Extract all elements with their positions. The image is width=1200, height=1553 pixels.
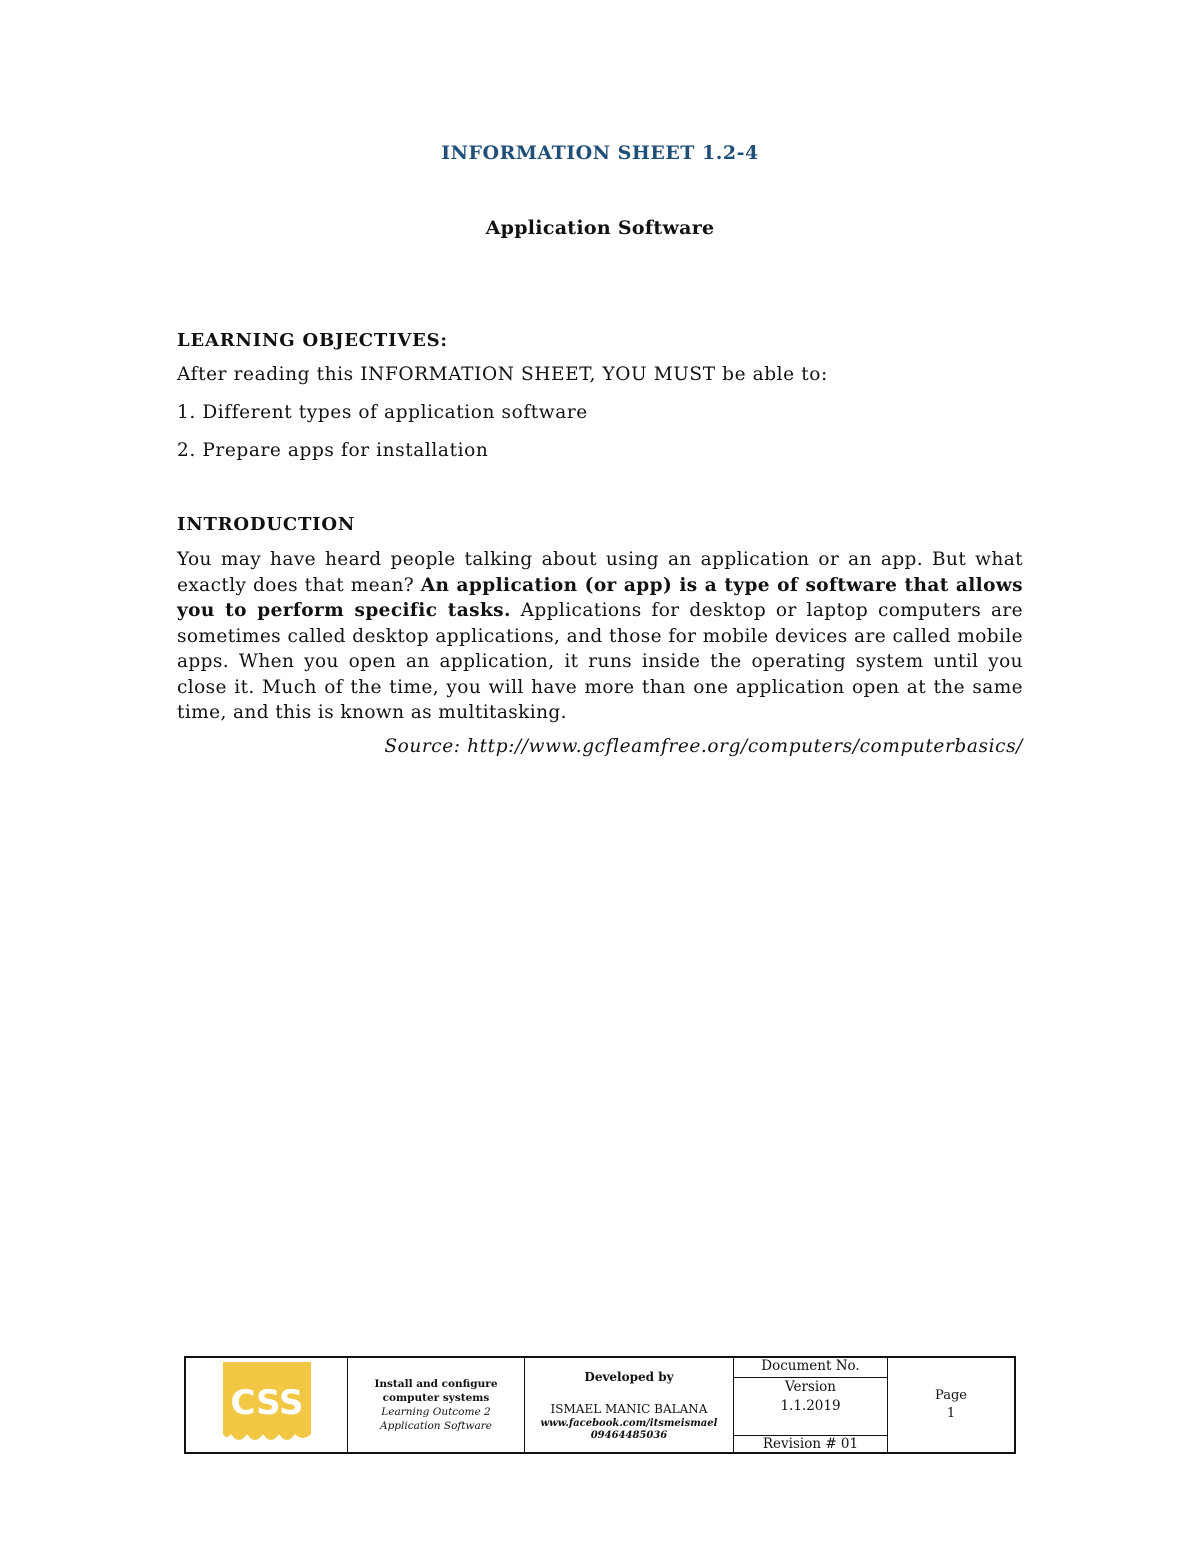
document-footer [184, 1356, 1016, 1454]
version-value: 1.1.2019 [780, 1398, 841, 1414]
developer-cell [525, 1358, 734, 1452]
introduction-paragraph [177, 547, 1023, 726]
document-number-label: Document No. [734, 1358, 887, 1378]
source-citation: Source: http://www.gcfleamfree.org/computers/computerbasics/ [384, 735, 1023, 757]
version-label: Version [784, 1379, 837, 1395]
objectives-heading: LEARNING OBJECTIVES: [177, 330, 448, 351]
introduction-section [177, 514, 1023, 757]
page-title: INFORMATION SHEET 1.2-4 [441, 142, 759, 164]
introduction-heading: INTRODUCTION [177, 514, 356, 535]
learning-outcome: Learning Outcome 2 [381, 1406, 491, 1418]
version-block [734, 1378, 887, 1436]
intro-definition-bold: An application (or app) is a type of software that allows you to perform specific tasks. [177, 574, 1023, 621]
intro-text-after: Applications for desktop or laptop computers are sometimes called desktop applications, and those for mobile devices are called mobile apps. When you open an application, it runs inside the operating system until you close it. Much of the time, you will have more than one application open at the same time, and this is known as multitasking. [177, 600, 1023, 723]
module-description-cell [348, 1358, 525, 1452]
document-info-cell [734, 1358, 888, 1452]
developer-name: ISMAEL MANIC BALANA [550, 1402, 708, 1416]
page-label: Page [935, 1388, 967, 1403]
intro-text-before: You may have heard people talking about using an application or an app. But what exactly does that mean? [177, 549, 1023, 596]
svg-text:CSS: CSS [229, 1383, 304, 1423]
module-topic: Application Software [380, 1420, 492, 1432]
page-subtitle: Application Software [485, 217, 715, 239]
page-cell [888, 1358, 1014, 1452]
learning-objectives-section [177, 330, 1023, 477]
page-number: 1 [946, 1406, 956, 1421]
logo-cell [186, 1358, 348, 1452]
revision-number: Revision # 01 [762, 1436, 859, 1452]
css-logo [223, 1362, 311, 1448]
module-line-2: computer systems [382, 1392, 490, 1404]
module-line-1: Install and configure [374, 1378, 498, 1390]
objective-item-2: 2. Prepare apps for installation [177, 440, 489, 461]
objectives-intro: After reading this INFORMATION SHEET, YOU MUST be able to: [177, 364, 828, 385]
developer-phone: 09464485036 [590, 1430, 668, 1441]
developed-by-label: Developed by [584, 1370, 674, 1384]
developer-facebook: www.facebook.com/itsmeismael [540, 1418, 718, 1429]
objective-item-1: 1. Different types of application software [177, 402, 588, 423]
